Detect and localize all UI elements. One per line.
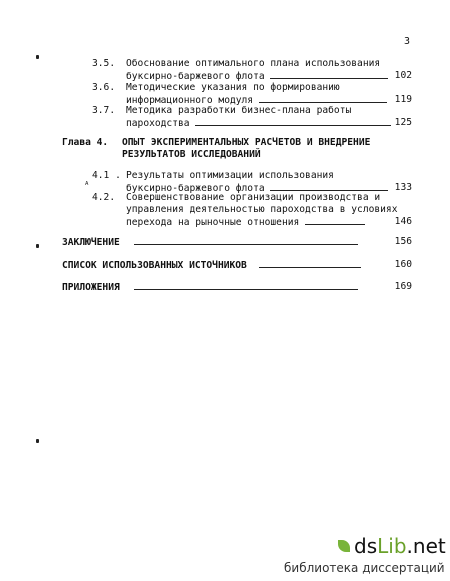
- section-label: ПРИЛОЖЕНИЯ: [62, 282, 120, 293]
- toc-appendix[interactable]: [62, 281, 412, 294]
- entry-title-line: Совершенствование организации производства и: [126, 192, 381, 203]
- entry-number: 4.2.: [92, 192, 116, 203]
- entry-number: 4.1 .: [92, 170, 121, 181]
- leader-line: [270, 182, 388, 191]
- toc-conclusion[interactable]: [62, 236, 412, 249]
- toc-entry-3-7[interactable]: [92, 105, 412, 130]
- entry-title-line: буксирно-баржевого флота: [126, 183, 265, 194]
- entry-page: 169: [394, 281, 412, 292]
- brand-part: net: [412, 534, 446, 558]
- entry-page: 102: [394, 70, 412, 81]
- entry-page: 146: [394, 216, 412, 227]
- toc-entry-4-2[interactable]: [92, 192, 412, 229]
- leader-line: [134, 281, 358, 290]
- entry-number: 3.5.: [92, 58, 116, 69]
- toc-entry-3-6[interactable]: [92, 82, 412, 107]
- entry-page: 156: [394, 236, 412, 247]
- entry-title-line: перехода на рыночные отношения: [126, 217, 300, 228]
- brand-logo: [354, 534, 446, 558]
- entry-page: 133: [394, 182, 412, 193]
- binder-mark: [36, 244, 39, 248]
- brand-part: Lib: [377, 534, 407, 558]
- section-label: ЗАКЛЮЧЕНИЕ: [62, 237, 120, 248]
- entry-title-line: пароходства: [126, 118, 190, 129]
- chapter-label: Глава 4.: [62, 137, 109, 148]
- page-number: 3: [404, 36, 411, 47]
- entry-page: 125: [394, 117, 412, 128]
- chapter-title-line: РЕЗУЛЬТАТОВ ИССЛЕДОВАНИЙ: [122, 149, 261, 160]
- leader-line: [195, 117, 391, 126]
- chapter-title-line: ОПЫТ ЭКСПЕРИМЕНТАЛЬНЫХ РАСЧЕТОВ И ВНЕДРЕНИЕ: [122, 137, 371, 148]
- entry-title-line: информационного модуля: [126, 95, 254, 106]
- entry-page: 119: [394, 94, 412, 105]
- binder-mark: [36, 55, 39, 59]
- entry-title-line: Методика разработки бизнес-плана работы: [126, 105, 352, 116]
- brand-part: ds: [354, 534, 378, 558]
- binder-mark: [36, 439, 39, 443]
- entry-title-line: Результаты оптимизации использования: [126, 170, 334, 181]
- leader-line: [259, 94, 387, 103]
- leaf-icon: [338, 540, 350, 552]
- leader-line: [259, 259, 361, 268]
- leader-line: [134, 236, 358, 245]
- toc-entry-3-5[interactable]: [92, 58, 412, 83]
- entry-page: 160: [394, 259, 412, 270]
- entry-title-line: Обоснование оптимального плана использования: [126, 58, 381, 69]
- brand-subtitle: библиотека диссертаций: [284, 561, 445, 575]
- entry-number: 3.7.: [92, 105, 116, 116]
- section-label: СПИСОК ИСПОЛЬЗОВАННЫХ ИСТОЧНИКОВ: [62, 260, 247, 271]
- watermark-footer[interactable]: [262, 534, 450, 581]
- leader-line: [270, 70, 388, 79]
- leader-line: [305, 216, 365, 225]
- entry-title-line: управления деятельностью пароходства в условиях: [126, 204, 398, 215]
- toc-chapter-4[interactable]: [62, 137, 412, 161]
- entry-title-line: буксирно-баржевого флота: [126, 71, 265, 82]
- brand-part: .: [406, 534, 413, 558]
- entry-title-line: Методические указания по формированию: [126, 82, 340, 93]
- stray-mark: ᴬ: [84, 181, 90, 191]
- toc-references[interactable]: [62, 259, 412, 272]
- entry-number: 3.6.: [92, 82, 116, 93]
